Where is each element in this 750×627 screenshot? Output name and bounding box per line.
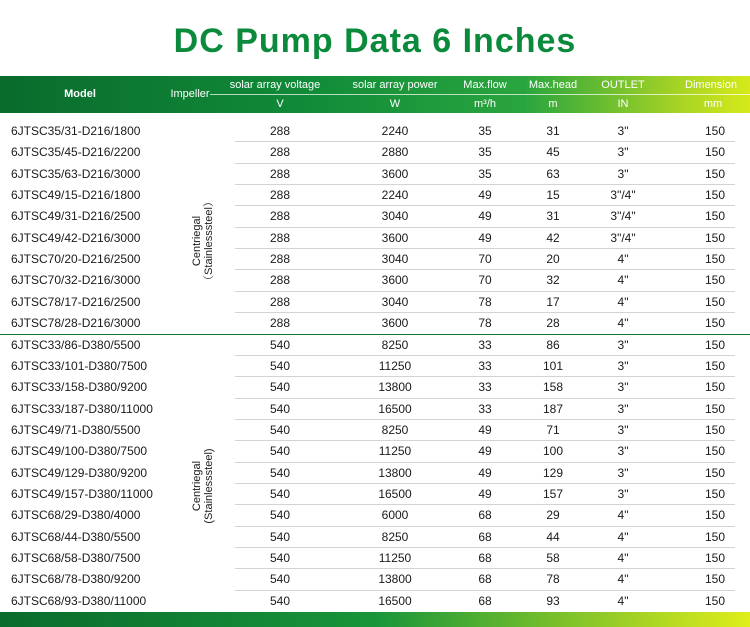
cell-model: 6JTSC49/129-D380/9200 — [11, 465, 148, 480]
cell-outlet: 3" — [617, 337, 629, 352]
cell-flow: 49 — [478, 209, 492, 224]
cell-dimension: 150 — [704, 358, 726, 373]
header-impeller: Impeller — [170, 88, 210, 100]
cell-flow: 33 — [478, 337, 492, 352]
cell-voltage: 540 — [269, 486, 291, 501]
header-dimension-unit: mm — [703, 98, 723, 110]
table-row — [0, 185, 750, 206]
header-head-unit: m — [548, 98, 558, 110]
cell-power: 2240 — [381, 188, 409, 203]
cell-power: 3600 — [381, 273, 409, 288]
table-header — [0, 76, 750, 113]
table-row — [0, 164, 750, 185]
cell-outlet: 4" — [617, 529, 629, 544]
table-row — [0, 142, 750, 163]
cell-voltage: 540 — [269, 593, 291, 608]
cell-power: 13800 — [378, 380, 412, 395]
cell-dimension: 150 — [704, 444, 726, 459]
cell-flow: 49 — [478, 188, 492, 203]
cell-outlet: 4" — [617, 593, 629, 608]
table-row — [0, 527, 750, 548]
cell-dimension: 150 — [704, 145, 726, 160]
cell-dimension: 150 — [704, 593, 726, 608]
cell-outlet: 3" — [617, 465, 629, 480]
cell-power: 16500 — [378, 401, 412, 416]
cell-dimension: 150 — [704, 124, 726, 138]
cell-model: 6JTSC49/42-D216/3000 — [11, 230, 141, 245]
cell-dimension: 150 — [704, 188, 726, 203]
cell-voltage: 288 — [269, 252, 291, 267]
cell-dimension: 150 — [704, 422, 726, 437]
header-power-unit: W — [389, 98, 401, 110]
cell-model: 6JTSC70/20-D216/2500 — [11, 252, 141, 267]
cell-head: 93 — [546, 593, 560, 608]
cell-power: 8250 — [381, 337, 409, 352]
cell-outlet: 3"/4" — [610, 230, 636, 245]
impeller-type: Centriegal — [191, 215, 203, 267]
cell-voltage: 288 — [269, 124, 291, 138]
footer-band — [0, 612, 750, 627]
cell-outlet: 4" — [617, 273, 629, 288]
cell-dimension: 150 — [704, 401, 726, 416]
cell-head: 44 — [546, 529, 560, 544]
cell-head: 29 — [546, 508, 560, 523]
cell-head: 101 — [542, 358, 564, 373]
table-row — [0, 206, 750, 227]
header-dimension: Dimension — [685, 79, 737, 91]
cell-voltage: 540 — [269, 401, 291, 416]
cell-voltage: 540 — [269, 422, 291, 437]
cell-power: 11250 — [378, 358, 412, 373]
cell-voltage: 540 — [269, 572, 291, 587]
cell-power: 8250 — [381, 422, 409, 437]
cell-flow: 49 — [478, 422, 492, 437]
cell-model: 6JTSC68/44-D380/5500 — [11, 529, 141, 544]
table-row — [0, 591, 750, 612]
cell-head: 31 — [546, 209, 560, 224]
cell-outlet: 4" — [617, 572, 629, 587]
cell-power: 3600 — [381, 166, 409, 181]
cell-model: 6JTSC68/93-D380/11000 — [11, 593, 147, 608]
cell-flow: 33 — [478, 358, 492, 373]
cell-head: 42 — [546, 230, 560, 245]
table-row — [0, 420, 750, 441]
cell-head: 158 — [542, 380, 564, 395]
table-row — [0, 249, 750, 270]
cell-dimension: 150 — [704, 572, 726, 587]
cell-voltage: 540 — [269, 358, 291, 373]
header-divider — [210, 94, 750, 95]
cell-head: 187 — [542, 401, 564, 416]
cell-model: 6JTSC78/28-D216/3000 — [11, 316, 141, 331]
cell-head: 31 — [546, 124, 560, 138]
cell-power: 16500 — [378, 486, 412, 501]
cell-flow: 35 — [478, 124, 492, 138]
table-row — [0, 313, 750, 334]
cell-model: 6JTSC49/157-D380/11000 — [11, 486, 153, 501]
cell-head: 63 — [546, 166, 560, 181]
impeller-material: （Stainlesssteel） — [203, 196, 215, 286]
cell-voltage: 540 — [269, 551, 291, 565]
cell-power: 3040 — [381, 209, 409, 224]
cell-outlet: 3" — [617, 358, 629, 373]
cell-head: 58 — [546, 551, 560, 565]
cell-dimension: 150 — [704, 230, 726, 245]
table-row — [0, 121, 750, 142]
cell-outlet: 3" — [617, 166, 629, 181]
cell-flow: 68 — [478, 572, 492, 587]
cell-power: 3040 — [381, 294, 409, 309]
cell-voltage: 288 — [269, 166, 291, 181]
table-row — [0, 505, 750, 526]
header-flow: Max.flow — [463, 79, 507, 91]
cell-model: 6JTSC33/86-D380/5500 — [11, 337, 141, 352]
cell-head: 86 — [546, 337, 560, 352]
cell-head: 45 — [546, 145, 560, 160]
cell-outlet: 3" — [617, 124, 629, 138]
cell-voltage: 540 — [269, 465, 291, 480]
impeller-material: (Stainlesssteel) — [203, 448, 215, 524]
cell-flow: 78 — [478, 316, 492, 331]
cell-model: 6JTSC70/32-D216/3000 — [11, 273, 141, 288]
cell-dimension: 150 — [704, 252, 726, 267]
header-outlet: OUTLET — [601, 79, 645, 91]
cell-dimension: 150 — [704, 551, 726, 565]
table-row — [0, 463, 750, 484]
cell-power: 11250 — [378, 551, 412, 565]
cell-voltage: 540 — [269, 337, 291, 352]
cell-model: 6JTSC33/101-D380/7500 — [11, 358, 148, 373]
cell-voltage: 288 — [269, 316, 291, 331]
table-row — [0, 399, 750, 420]
header-power: solar array power — [352, 79, 438, 91]
cell-model: 6JTSC49/71-D380/5500 — [11, 422, 141, 437]
cell-outlet: 4" — [617, 508, 629, 523]
cell-power: 2240 — [381, 124, 409, 138]
page-title: DC Pump Data 6 Inches — [173, 22, 577, 60]
cell-head: 129 — [542, 465, 564, 480]
cell-outlet: 3" — [617, 422, 629, 437]
cell-model: 6JTSC78/17-D216/2500 — [11, 294, 141, 309]
cell-model: 6JTSC35/31-D216/1800 — [11, 124, 141, 138]
cell-flow: 68 — [478, 529, 492, 544]
cell-dimension: 150 — [704, 316, 726, 331]
cell-outlet: 3" — [617, 380, 629, 395]
cell-dimension: 150 — [704, 529, 726, 544]
cell-head: 100 — [542, 444, 564, 459]
cell-model: 6JTSC68/58-D380/7500 — [11, 551, 141, 565]
cell-dimension: 150 — [704, 166, 726, 181]
cell-head: 71 — [546, 422, 560, 437]
cell-outlet: 3" — [617, 486, 629, 501]
cell-flow: 35 — [478, 145, 492, 160]
table-row — [0, 441, 750, 462]
cell-voltage: 288 — [269, 230, 291, 245]
cell-power: 11250 — [378, 444, 412, 459]
cell-outlet: 3" — [617, 401, 629, 416]
cell-head: 28 — [546, 316, 560, 331]
cell-model: 6JTSC68/29-D380/4000 — [11, 508, 141, 523]
cell-flow: 49 — [478, 444, 492, 459]
cell-model: 6JTSC35/45-D216/2200 — [11, 145, 141, 160]
cell-dimension: 150 — [704, 508, 726, 523]
cell-flow: 49 — [478, 230, 492, 245]
cell-outlet: 4" — [617, 252, 629, 267]
table-row — [0, 569, 750, 590]
cell-voltage: 540 — [269, 380, 291, 395]
cell-power: 16500 — [378, 593, 412, 608]
cell-head: 20 — [546, 252, 560, 267]
cell-power: 3040 — [381, 252, 409, 267]
cell-power: 6000 — [381, 508, 409, 523]
cell-outlet: 3" — [617, 145, 629, 160]
cell-outlet: 4" — [617, 316, 629, 331]
cell-model: 6JTSC49/31-D216/2500 — [11, 209, 141, 224]
cell-flow: 78 — [478, 294, 492, 309]
cell-model: 6JTSC49/15-D216/1800 — [11, 188, 141, 203]
cell-flow: 70 — [478, 273, 492, 288]
header-voltage: solar array voltage — [229, 79, 321, 91]
cell-dimension: 150 — [704, 486, 726, 501]
cell-flow: 33 — [478, 380, 492, 395]
cell-model: 6JTSC49/100-D380/7500 — [11, 444, 148, 459]
cell-flow: 49 — [478, 486, 492, 501]
table-row — [0, 335, 750, 356]
impeller-label-group-2 — [191, 431, 219, 541]
cell-dimension: 150 — [704, 294, 726, 309]
cell-voltage: 288 — [269, 209, 291, 224]
cell-flow: 49 — [478, 465, 492, 480]
cell-flow: 68 — [478, 593, 492, 608]
cell-outlet: 3" — [617, 444, 629, 459]
cell-dimension: 150 — [704, 380, 726, 395]
cell-model: 6JTSC35/63-D216/3000 — [11, 166, 141, 181]
cell-head: 157 — [542, 486, 564, 501]
cell-voltage: 288 — [269, 188, 291, 203]
cell-power: 13800 — [378, 465, 412, 480]
cell-power: 13800 — [378, 572, 412, 587]
cell-flow: 68 — [478, 508, 492, 523]
header-outlet-unit: IN — [617, 98, 629, 110]
impeller-type: Centriegal — [191, 460, 203, 512]
cell-voltage: 288 — [269, 145, 291, 160]
table-row — [0, 377, 750, 398]
cell-outlet: 4" — [617, 551, 629, 565]
cell-power: 8250 — [381, 529, 409, 544]
header-model: Model — [64, 88, 96, 100]
cell-voltage: 288 — [269, 273, 291, 288]
header-flow-unit: m³/h — [474, 98, 496, 110]
cell-voltage: 540 — [269, 508, 291, 523]
cell-head: 15 — [546, 188, 560, 203]
cell-flow: 68 — [478, 551, 492, 565]
cell-power: 3600 — [381, 230, 409, 245]
cell-outlet: 3"/4" — [610, 188, 636, 203]
cell-model: 6JTSC33/158-D380/9200 — [11, 380, 148, 395]
cell-voltage: 288 — [269, 294, 291, 309]
cell-head: 32 — [546, 273, 560, 288]
table-row — [0, 484, 750, 505]
cell-voltage: 540 — [269, 444, 291, 459]
cell-dimension: 150 — [704, 273, 726, 288]
cell-voltage: 540 — [269, 529, 291, 544]
cell-power: 3600 — [381, 316, 409, 331]
cell-model: 6JTSC68/78-D380/9200 — [11, 572, 141, 587]
table-row — [0, 548, 750, 569]
cell-flow: 35 — [478, 166, 492, 181]
header-voltage-unit: V — [276, 98, 284, 110]
cell-head: 17 — [546, 294, 560, 309]
cell-power: 2880 — [381, 145, 409, 160]
cell-dimension: 150 — [704, 465, 726, 480]
table-row — [0, 292, 750, 313]
cell-flow: 33 — [478, 401, 492, 416]
header-head: Max.head — [528, 79, 578, 91]
cell-dimension: 150 — [704, 337, 726, 352]
cell-flow: 70 — [478, 252, 492, 267]
cell-head: 78 — [546, 572, 560, 587]
table-row — [0, 270, 750, 291]
cell-dimension: 150 — [704, 209, 726, 224]
cell-outlet: 4" — [617, 294, 629, 309]
cell-outlet: 3"/4" — [610, 209, 636, 224]
table-row — [0, 228, 750, 249]
impeller-label-group-1 — [191, 186, 219, 296]
table-row — [0, 356, 750, 377]
cell-model: 6JTSC33/187-D380/11000 — [11, 401, 153, 416]
